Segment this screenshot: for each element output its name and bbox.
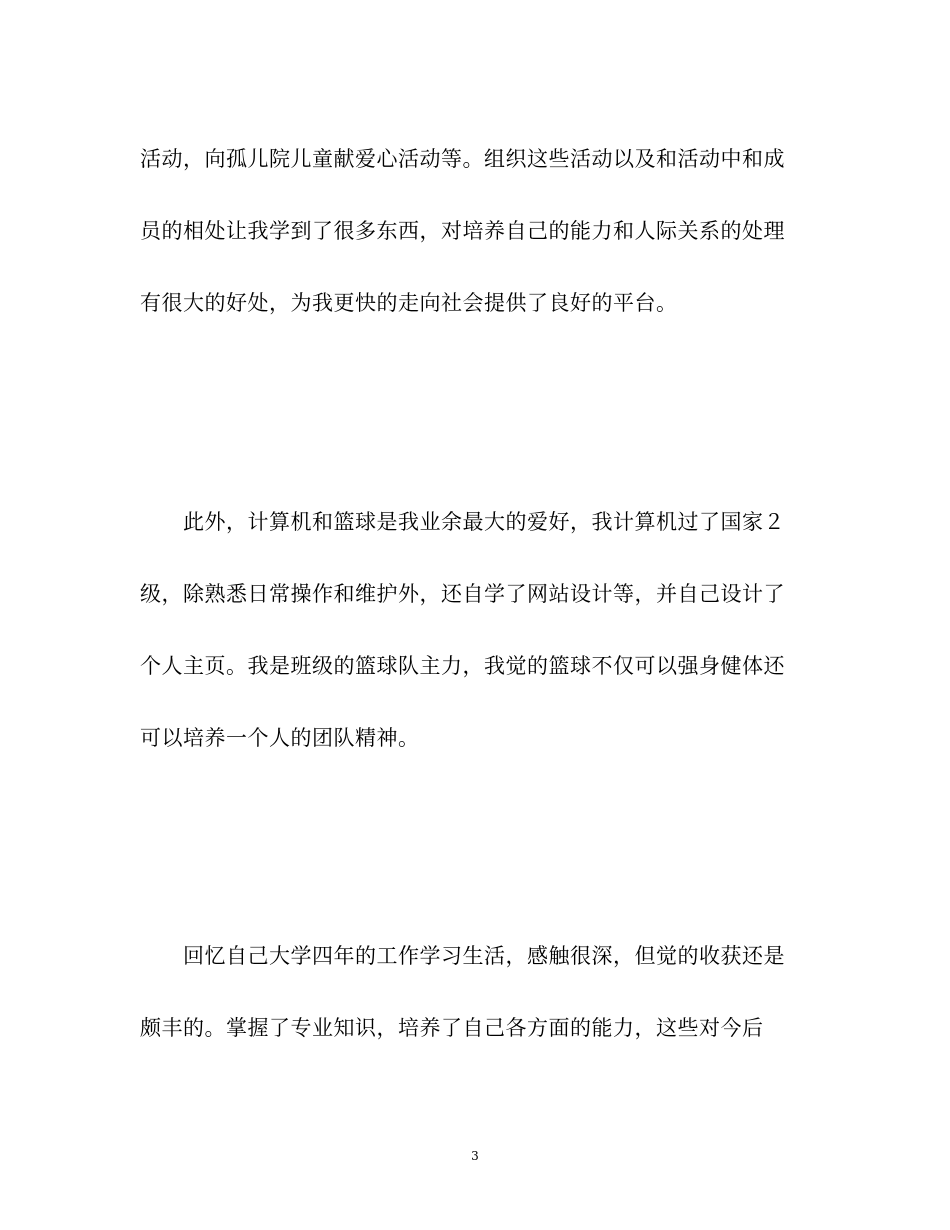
paragraph-3-line-1: 回忆自己大学四年的工作学习生活，感触很深，但觉的收获还是	[183, 944, 785, 968]
paragraph-2-line-1: 此外，计算机和篮球是我业余最大的爱好，我计算机过了国家２	[183, 510, 785, 534]
paragraph-1-line-1: 活动，向孤儿院儿童献爱心活动等。组织这些活动以及和活动中和成	[140, 147, 785, 171]
paragraph-1-line-2: 员的相处让我学到了很多东西，对培养自己的能力和人际关系的处理	[140, 219, 785, 243]
paragraph-2-line-2: 级，除熟悉日常操作和维护外，还自学了网站设计等，并自己设计了	[140, 582, 785, 606]
paragraph-3-line-2: 颇丰的。掌握了专业知识，培养了自己各方面的能力，这些对今后	[140, 1016, 764, 1040]
paragraph-1-line-3: 有很大的好处，为我更快的走向社会提供了良好的平台。	[140, 291, 678, 315]
paragraph-2-line-3: 个人主页。我是班级的篮球队主力，我觉的篮球不仅可以强身健体还	[140, 654, 785, 678]
paragraph-2-line-4: 可以培养一个人的团队精神。	[140, 726, 420, 750]
page-number: 3	[471, 1149, 479, 1163]
